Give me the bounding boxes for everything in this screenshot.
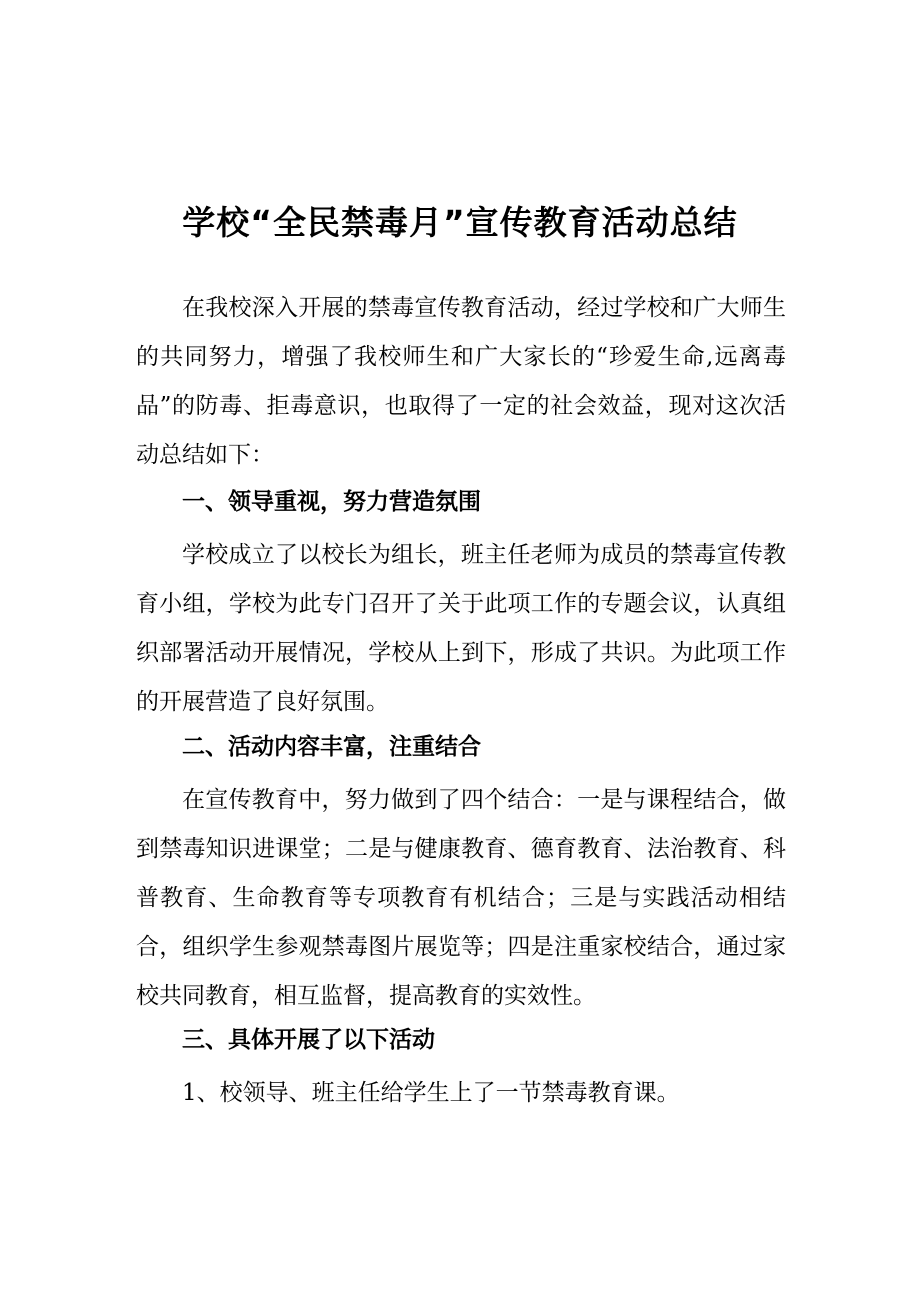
document-title: 学校“全民禁毒月”宣传教育活动总结: [182, 203, 738, 242]
section-paragraph-2: 在宣传教育中，努力做到了四个结合：一是与课程结合，做到禁毒知识进课堂；二是与健康教育、德育教育、法治教育、科普教育、生命教育等专项教育有机结合；三是与实践活动相结合，组织学生参观禁毒图片展览等；四是注重家校结合，通过家校共同教育，相互监督，提高教育的实效性。: [136, 787, 786, 1009]
section-heading-1: 一、领导重视，努力营造氛围: [182, 489, 481, 515]
section-paragraph-1: 学校成立了以校长为组长，班主任老师为成员的禁毒宣传教育小组，学校为此专门召开了关于此项工作的专题会议，认真组织部署活动开展情况，学校从上到下，形成了共识。为此项工作的开展营造了良好氛围。: [136, 542, 786, 715]
section-paragraph-3: 1、校领导、班主任给学生上了一节禁毒教育课。: [182, 1080, 680, 1106]
section-heading-3: 三、具体开展了以下活动: [182, 1027, 435, 1053]
section-heading-2: 二、活动内容丰富，注重结合: [182, 734, 481, 760]
intro-paragraph: 在我校深入开展的禁毒宣传教育活动，经过学校和广大师生的共同努力，增强了我校师生和广大家长的“珍爱生命,远离毒品”的防毒、拒毒意识，也取得了一定的社会效益，现对这次活动总结如下：: [136, 295, 786, 468]
